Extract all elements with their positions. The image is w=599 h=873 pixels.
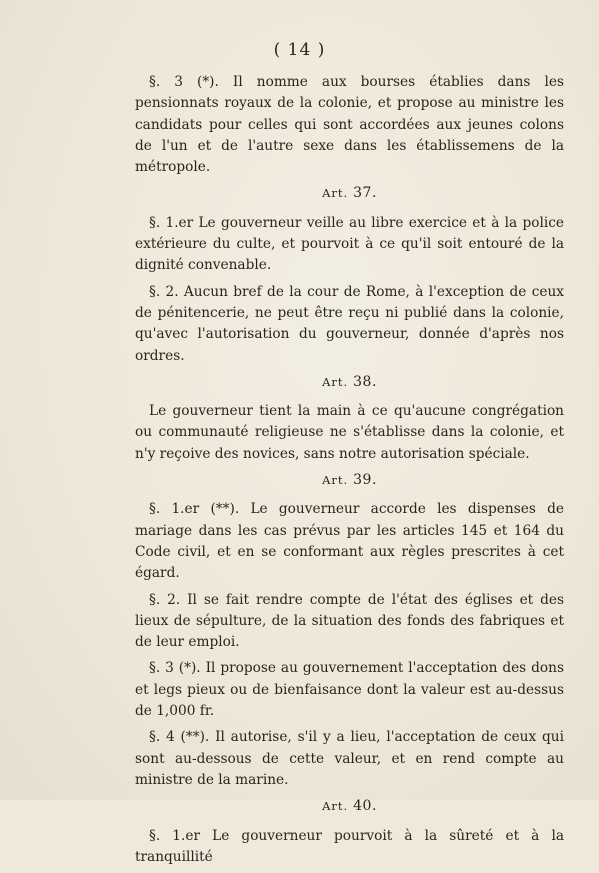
paragraph: §. 2. Il se fait rendre compte de l'état des églises et des lieux de sépulture, de la situation des fonds des fabriques et de leur emploi. [135,591,564,651]
article-heading [135,470,564,491]
page-number: ( 14 ) [273,40,326,60]
paragraph: §. 2. Aucun bref de la cour de Rome, à l'exception de ceux de pénitencerie, ne peut être reçu ni publié dans la colonie, qu'avec l'autorisation du gouverneur, donnée d'après nos ordres. [135,283,564,364]
paragraph: §. 4 (**). Il autorise, s'il y a lieu, l'acceptation de ceux qui sont au-dessous de cette valeur, et en rend compte au ministre de la marine. [135,729,564,788]
article-label: Art. [322,374,349,389]
article-label: Art. [322,473,349,488]
paragraph: §. 1.er Le gouverneur veille au libre exercice et à la police extérieure du culte, et pourvoit à ce qu'il soit entouré de la dignité convenable. [135,214,564,274]
article-number: 37. [353,185,377,202]
article-number: 39. [353,472,377,489]
article-number: 38. [353,373,377,390]
article-label: Art. [322,799,349,814]
article-heading [135,183,564,204]
article-label: Art. [322,186,349,201]
paragraph: §. 3 (*). Il nomme aux bourses établies dans les pensionnats royaux de la colonie, et propose au ministre les candidats pour celles qui sont accordées aux jeunes colons de l'un et de l'autre sexe dans les établissemens de la métropole. [135,74,564,176]
paragraph: §. 1.er (**). Le gouverneur accorde les dispenses de mariage dans les cas prévus par les articles 145 et 164 du Code civil, et en se conformant aux règles prescrites à cet égard. [135,501,564,582]
paragraph: Le gouverneur tient la main à ce qu'aucune congrégation ou communauté religieuse ne s'établisse dans la colonie, et n'y reçoive des novices, sans notre autorisation spéciale. [135,403,564,462]
article-heading [135,372,564,393]
article-number: 40. [353,798,377,815]
article-heading [135,796,564,817]
body-text [135,72,564,873]
paragraph: §. 1.er Le gouverneur pourvoit à la sûreté et à la tranquillité [135,827,564,865]
paragraph: §. 3 (*). Il propose au gouvernement l'acceptation des dons et legs pieux ou de bienfaisance dont la valeur est au-dessus de 1,000 fr. [135,660,564,720]
